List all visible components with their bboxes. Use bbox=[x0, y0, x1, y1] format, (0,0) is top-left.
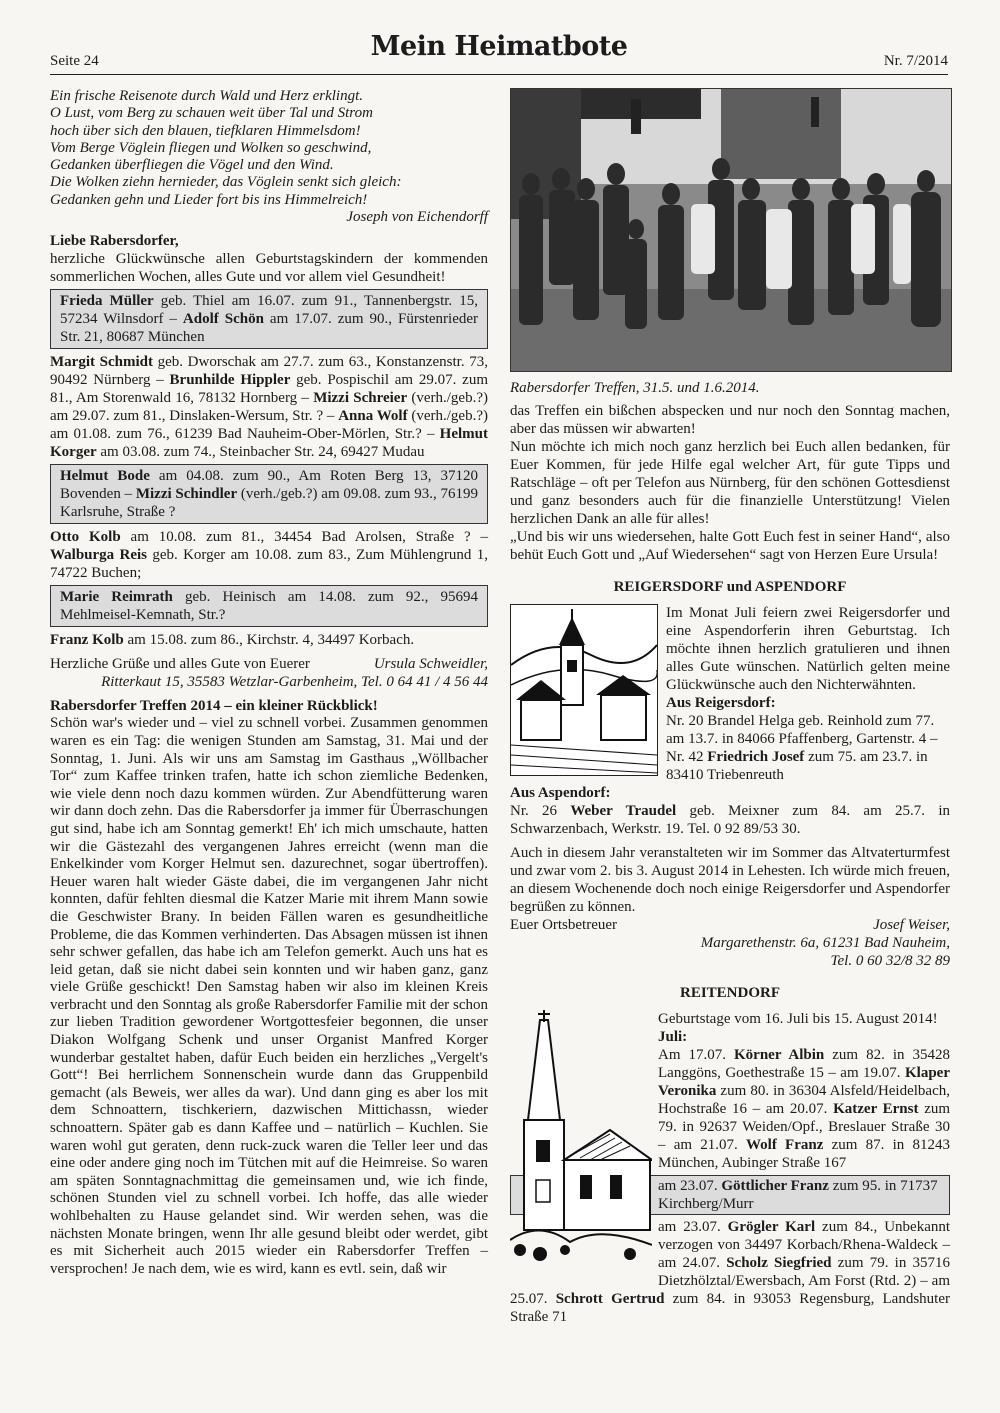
birthday-name: Grögler Karl bbox=[727, 1219, 816, 1235]
reitendorf-subhead: Juli: bbox=[658, 1029, 688, 1045]
birthday-details: zum 87. in 81243 München, Aubinger Straße 167 bbox=[658, 1137, 951, 1171]
village-illustration bbox=[510, 604, 658, 776]
birthday-details: zum 75. am 23.7. in 83410 Triebenreuth bbox=[666, 749, 928, 783]
birthday-details: zum 80. in 36304 Alsfeld/Heidelbach, Hochstraße 16 – am 20.07. bbox=[658, 1083, 950, 1117]
poem-author: Joseph von Eichendorff bbox=[346, 209, 488, 226]
birthday-details: zum 84., Unbekannt verzogen von 34497 Korbach/Rhena-Waldeck – am 24.07. bbox=[658, 1219, 951, 1271]
right-column bbox=[510, 88, 950, 1326]
birthday-name: Frieda Müller bbox=[60, 293, 154, 310]
poem bbox=[50, 88, 488, 226]
birthday-details: (verh./geb.?) am 29.07. zum 81., Dinslaken-Wersum, Str. ? – bbox=[50, 390, 488, 425]
signoff-text: Herzliche Grüße und alles Gute von Euerer bbox=[50, 656, 310, 673]
masthead-logo: Mein Heimatbote bbox=[370, 31, 628, 62]
birthday-details: geb. Pospischil am 29.07. zum 81., Am Storenwald 16, 78132 Hornberg – bbox=[50, 372, 488, 407]
signoff-address: Ritterkaut 15, 35583 Wetzlar-Garbenheim, Tel. 0 64 41 / 4 56 44 bbox=[101, 674, 488, 691]
birthday-details: zum 84. in 93053 Regensburg, Landshuter Straße 71 bbox=[510, 1291, 951, 1325]
birthday-name: Göttlicher Franz bbox=[721, 1178, 829, 1194]
article-continuation: das Treffen ein bißchen abspecken und nur noch den Sonntag machen, aber das müssen wir abwarten! bbox=[510, 403, 950, 437]
signoff-phone: Tel. 0 60 32/8 32 89 bbox=[830, 953, 950, 969]
birthday-details: am 04.08. zum 90., Am Roten Berg 13, 37120 Bovenden – bbox=[60, 468, 478, 503]
poem-line: Gedanken überfliegen die Vögel und den Wind. bbox=[50, 157, 334, 174]
birthday-details: geb. Korger am 10.08. zum 83., Zum Mühlengrund 1, 74722 Buchen; bbox=[50, 547, 488, 582]
poem-line: Vom Berge Vöglein fliegen und Wolken so geschwind, bbox=[50, 139, 372, 156]
signoff-address: Margarethenstr. 6a, 61231 Bad Nauheim, bbox=[700, 935, 950, 951]
birthday-name: Klaper Veronika bbox=[658, 1065, 950, 1099]
birthday-box bbox=[50, 585, 488, 627]
article-continuation: „Und bis wir uns wiedersehen, halte Gott Euch fest in seiner Hand“, also behüt Euch Gott und „Auf Wiedersehen“ sagt von Herzen Eure Ursula! bbox=[510, 529, 950, 563]
page-header bbox=[50, 31, 948, 75]
aspendorf-entry bbox=[510, 802, 950, 838]
birthday-entry bbox=[50, 528, 488, 582]
birthday-details: am 17.07. zum 90., Fürstenrieder Str. 21, 80687 München bbox=[60, 311, 479, 346]
birthday-details: (verh./geb.?) am 01.08. zum 76., 61239 Bad Nauheim-Ober-Mörlen, Str.? – bbox=[50, 408, 488, 443]
birthday-name: Wolf Franz bbox=[746, 1137, 824, 1153]
photo-caption: Rabersdorfer Treffen, 31.5. und 1.6.2014. bbox=[510, 380, 760, 396]
greeting-title: Liebe Rabersdorfer, bbox=[50, 233, 179, 250]
birthday-details: zum 79. in 92637 Weiden/Opf., Breslauer Straße 30 – am 21.07. bbox=[658, 1101, 951, 1153]
birthday-entry bbox=[50, 353, 488, 461]
church-illustration bbox=[510, 1010, 652, 1272]
birthday-name: Marie Reimrath bbox=[60, 589, 173, 606]
section-title-reigersdorf: REIGERSDORF und ASPENDORF bbox=[613, 579, 847, 595]
birthday-details: am 03.08. zum 74., Steinbacher Str. 24, 69427 Mudau bbox=[96, 444, 425, 461]
reigersdorf-outro: Auch in diesem Jahr veranstalteten wir im Sommer das Altvaterturmfest und zwar vom 2. bis 3. August 2014 in Lehesten. Ich würde mich freuen, an diesem Wochenende doch noch einige Reigersdorfer und Aspendorfer begrüßen zu können. bbox=[510, 845, 950, 915]
birthday-name: Katzer Ernst bbox=[833, 1101, 919, 1117]
birthday-details: am 15.08. zum 86., Kirchstr. 4, 34497 Korbach. bbox=[123, 632, 415, 649]
birthday-name: Mizzi Schreier bbox=[313, 390, 408, 407]
birthday-details: am 23.07. bbox=[658, 1219, 728, 1235]
birthday-name: Friedrich Josef bbox=[707, 749, 805, 765]
poem-line: Gedanken gehn und Lieder fort bis ins Himmelreich! bbox=[50, 191, 368, 208]
birthday-name: Franz Kolb bbox=[50, 632, 124, 649]
birthday-name: Scholz Siegfried bbox=[726, 1255, 832, 1271]
birthday-name: Walburga Reis bbox=[50, 547, 148, 564]
birthday-name: Helmut Korger bbox=[50, 426, 488, 461]
left-column bbox=[50, 88, 488, 1278]
poem-line: Die Wolken ziehn hernieder, das Vöglein senkt sich gleich: bbox=[50, 174, 402, 191]
signoff-text: Euer Ortsbetreuer bbox=[510, 917, 618, 933]
birthday-details: geb. Meixner zum 84. am 25.7. in Schwarzenbach, Werkstr. 19. Tel. 0 92 89/53 30. bbox=[510, 803, 951, 837]
birthday-name: Helmut Bode bbox=[60, 468, 150, 485]
birthday-details: Nr. 20 Brandel Helga geb. Reinhold zum 77. am 13.7. in 84066 Pfaffenberg, Gartenstr. 4 – Nr. 42 bbox=[666, 713, 938, 765]
birthday-details: (verh./geb.?) am 09.08. zum 93., 76199 Karlsruhe, Straße ? bbox=[60, 486, 478, 521]
birthday-details: zum 82. in 35428 Langgöns, Goethestraße 15 – am 19.07. bbox=[658, 1047, 950, 1081]
birthday-name: Schrott Gertrud bbox=[555, 1291, 665, 1307]
article-title: Rabersdorfer Treffen 2014 – ein kleiner Rückblick! bbox=[50, 698, 378, 715]
issue-number: Nr. 7/2014 bbox=[883, 53, 948, 69]
signoff-name: Josef Weiser, bbox=[873, 917, 950, 933]
article-continuation: Nun möchte ich mich noch ganz herzlich bei Euch allen bedanken, für Euer Kommen, für jede Hilfe egal welcher Art, für gute Tipps und Ratschläge – oft per Telefon aus Nürnberg, für den schönen Gottesdienst und ganz besonders auch für die finanzielle Unterstützung! Vielen herzlichen Dank an alle für alles! bbox=[510, 439, 950, 527]
reitendorf-intro: Geburtstage vom 16. Juli bis 15. August 2014! bbox=[658, 1011, 938, 1027]
birthday-name: Brunhilde Hippler bbox=[169, 372, 291, 389]
signoff-name: Ursula Schweidler, bbox=[373, 656, 488, 673]
birthday-details: zum 95. in 71737 Kirchberg/Murr bbox=[658, 1178, 938, 1212]
page-number: Seite 24 bbox=[50, 53, 99, 69]
reigersdorf-signoff bbox=[510, 916, 950, 934]
signoff bbox=[50, 655, 488, 673]
birthday-details: Nr. 26 bbox=[510, 803, 571, 819]
birthday-details: geb. Dworschak am 27.7. zum 63., Konstanzenstr. 73, 90492 Nürnberg – bbox=[50, 354, 488, 389]
birthday-name: Margit Schmidt bbox=[50, 354, 153, 371]
birthday-details: zum 79. in 35716 Dietzhölztal/Ewersbach, Am Forst (Rtd. 2) – am 25.07. bbox=[510, 1255, 950, 1307]
section-title-reitendorf: REITENDORF bbox=[679, 985, 780, 1001]
birthday-details: am 23.07. bbox=[658, 1178, 722, 1194]
aspendorf-subhead: Aus Aspendorf: bbox=[510, 785, 611, 801]
birthday-details: geb. Thiel am 16.07. zum 91., Tannenbergstr. 15, 57234 Wilnsdorf – bbox=[60, 293, 478, 328]
birthday-name: Mizzi Schindler bbox=[135, 486, 238, 503]
birthday-details: Am 17.07. bbox=[658, 1047, 734, 1063]
poem-line: Ein frische Reisenote durch Wald und Herz erklingt. bbox=[50, 88, 364, 104]
birthday-box bbox=[50, 464, 488, 524]
group-photo bbox=[510, 88, 952, 372]
birthday-name: Otto Kolb bbox=[50, 529, 121, 546]
poem-line: hoch über sich den blauen, tiefklaren Himmelsdom! bbox=[50, 122, 361, 139]
birthday-details: geb. Heinisch am 14.08. zum 92., 95694 Mehlmeisel-Kemnath, Str.? bbox=[60, 589, 478, 624]
birthday-entry bbox=[50, 631, 488, 649]
birthday-name: Weber Traudel bbox=[570, 803, 677, 819]
birthday-details: am 10.08. zum 81., 34454 Bad Arolsen, Straße ? – bbox=[120, 529, 488, 546]
greeting-text: herzliche Glückwünsche allen Geburtstagskindern der kommenden sommerlichen Wochen, alles Gute und vor allem viel Gesundheit! bbox=[50, 251, 488, 286]
birthday-name: Körner Albin bbox=[734, 1047, 825, 1063]
poem-line: O Lust, vom Berg zu schauen weit über Tal und Strom bbox=[50, 105, 373, 122]
article-body: Schön war's wieder und – viel zu schnell vorbei. Zusammen genommen waren es ein Tag: die wenigen Stunden am Samstag, 31. Mai und der Sonntag, 1. Juni. Als wir uns am Samstag im Gasthaus „Wöllbacher Tor“ zum Kaffee trinken trafen, hatte ich schon ziemliche Bedenken, wie viele denn noch dazu kommen würden. Zur Abendfütterung waren wir dann doch zehn. Das die Rabersdorfer ja immer für Überraschungen gut sind, habe ich am Sonntag gemerkt! Eh' ich mich umschaute, hatten wir die Gästezahl des vergangenen Jahres erreicht (wenn man die Enkelkinder vom Korger Helmut sen. dazurechnet, sogar übertroffen). Heuer waren halt wieder Gäste dabei, die im vergangenen Jahr nicht konnten, dafür fehlten diesmal die Katzer Marie mit ihrem Mann sowie die Geschwister Brany. In beiden Fällen waren es gesundheitliche Probleme, die das Kommen verhinderten. Das Absagen müssen ist ihnen sehr schwer gefallen, das habe ich am Telefon gemerkt. Auch uns hat es leid getan, daß sie nicht dabei sein konnten und wir haben ganz, ganz viele Grüße geschickt! Den Samstag haben wir also im kleinen Kreis verbracht und den Sonntag als große Rabersdorfer Familie mit der schon zur lieben Tradition gewordener Wortgottesfeier begonnen, die unser Diakon Wolfgang Schenk und unser Organist Manfred Korger wunderbar gestaltet haben, dafür Euch beiden ein herzliches „Vergelt's Gott“! Bei herrlichem Sonnenschein wurde dann das Gruppenbild gemacht (als Beweis, wer alles da war). Und dann ging es aber los mit dem Schnoattern, tischkeriern, dazwischen Mittichassn, wieder schnoattern. Später gab es dann Kaffee und – natürlich – Kuchlen. Sie waren wohl gut geraten, denn ruck-zuck waren die Teller leer und das eine oder andere ging noch im Tütchen mit auf die Heimreise. So waren am späten Sonntagnachmittag die gemeinsamen und, wie ich finde, schönen Stunden viel zu schnell vorbei. Ich hoffe, das alle wieder wohlbehalten zu Hause gelandet sind. Wir werden sehen, was die nächsten Monate bringen, wenn Ihr alle gesund bleibt oder werdet, gibt es mit Sicherheit auch 2015 wieder ein Rabersdorfer Treffen – versprochen! Je nach dem, wie es wird, kann es evtl. sein, daß wir bbox=[50, 715, 488, 1277]
birthday-name: Adolf Schön bbox=[182, 311, 264, 328]
reigersdorf-intro: Im Monat Juli feiern zwei Reigersdorfer und eine Aspendorferin ihren Geburtstag. Ich möchte ihnen herzlich gratulieren und ihnen alles Gute wünschen. Natürlich gelten meine Glückwünsche auch den Nichterwähnten. bbox=[666, 605, 950, 693]
birthday-name: Anna Wolf bbox=[338, 408, 408, 425]
reigersdorf-subhead: Aus Reigersdorf: bbox=[666, 695, 776, 711]
birthday-box bbox=[50, 289, 488, 349]
